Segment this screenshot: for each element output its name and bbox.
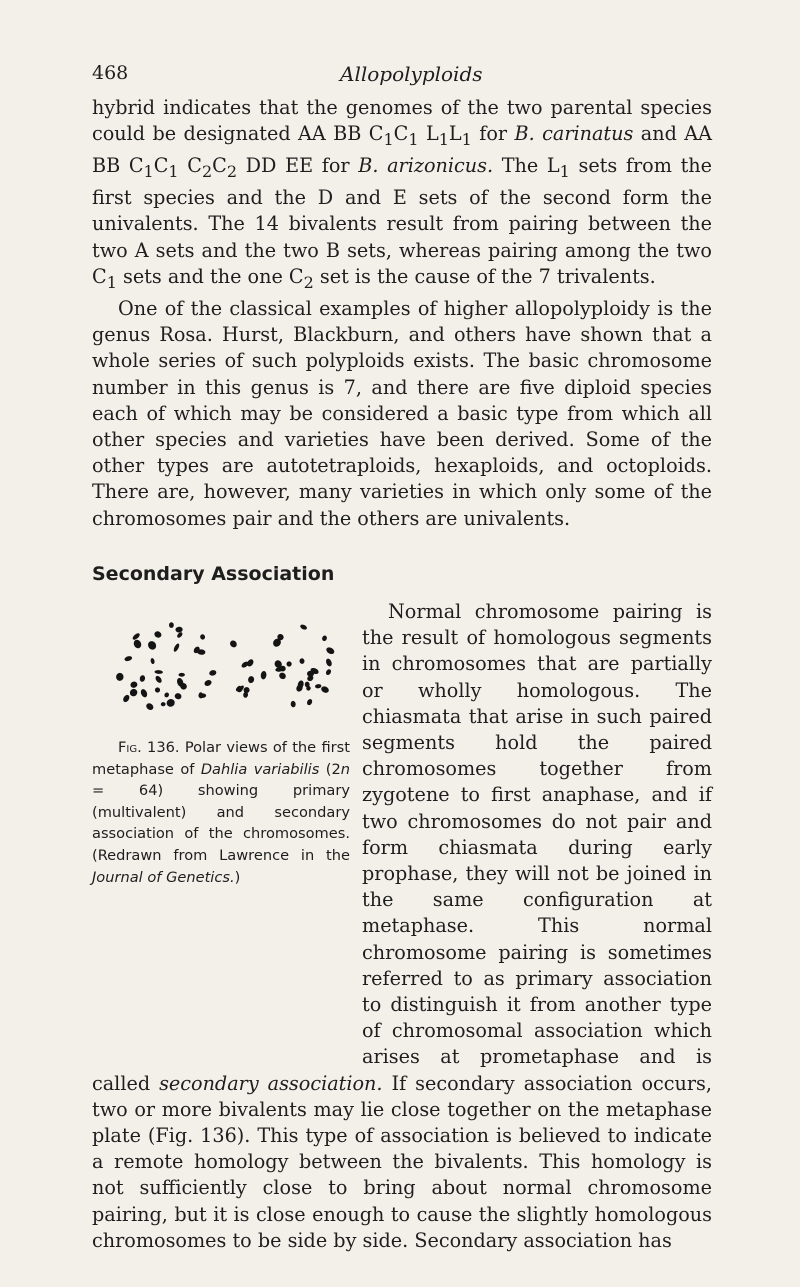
chromosome-mark xyxy=(178,673,184,677)
chromosome-mark xyxy=(247,675,255,683)
chromosome-mark xyxy=(325,646,335,655)
chromosome-mark xyxy=(154,687,161,694)
chromosome-mark xyxy=(203,679,212,687)
chromosome-mark xyxy=(153,630,162,639)
figure-136 xyxy=(92,603,354,1045)
figure-caption: Fig. 136. Polar views of the first metaphase of Dahlia variabilis (2n = 64) showing primary (multivalent) and secondary association of the chromosomes. (Redrawn from Lawrence in the Journal of Genetics.) xyxy=(92,739,350,886)
running-title: Allopolyploids xyxy=(340,62,483,86)
page-header xyxy=(92,62,712,92)
chromosome-mark xyxy=(122,694,131,703)
chromosome-mark xyxy=(165,698,176,708)
chromosome-mark xyxy=(325,668,332,676)
chromosome-mark xyxy=(124,655,133,662)
page-number: 468 xyxy=(92,62,129,84)
term-secondary-association: secondary association. xyxy=(159,1071,383,1095)
chromosome-mark xyxy=(145,702,155,712)
species-name: B. arizonicus. xyxy=(358,154,494,178)
species-name: B. carinatus xyxy=(514,122,634,146)
chromosome-mark xyxy=(200,634,206,641)
chromosome-mark xyxy=(132,638,142,649)
chromosome-mark xyxy=(209,669,217,676)
chromosome-mark xyxy=(278,671,287,680)
body-text-top xyxy=(92,95,712,532)
chromosome-mark xyxy=(139,675,146,683)
chromosome-mark xyxy=(299,658,305,664)
chromosome-mark xyxy=(299,624,307,631)
chromosome-mark xyxy=(154,670,163,674)
section-heading: Secondary Association xyxy=(92,563,335,585)
body-text-secondary-association xyxy=(92,599,712,1254)
chromosome-mark xyxy=(132,632,141,641)
chromosome-mark xyxy=(128,687,138,697)
chromosome-mark xyxy=(154,675,163,684)
chromosome-mark xyxy=(290,701,296,708)
chromosome-mark xyxy=(285,660,292,667)
paragraph-secondary-association: Fig. 136. Polar views of the first metaphase of Dahlia variabilis (2n = 64) showing primary (multivalent) and secondary association of the chromosomes. (Redrawn from Lawrence in the Journal of Genetics.) Normal chromosome pairing is the result of homologous segments in chromosomes that are partially or wholly homologous. The chiasmata that arise in such paired segments hold the paired chromosomes together from zygotene to first anaphase, and if two chromosomes do not pair and form chiasmata during early prophase, they will not be joined in the same configuration at metaphase. This normal chromosome pairing is sometimes referred to as primary association to distinguish it from another type of chromosomal association which arises at prometaphase and is called secondary association. If secondary association occurs, two or more bivalents may lie close together on the metaphase plate (Fig. 136). This type of association is believed to indicate a remote homology between the bivalents. This homology is not sufficiently close to bring about normal chromosome pairing, but it is close enough to cause the slightly homologous chromosomes to be side by side. Secondary association has xyxy=(92,600,712,1252)
polar-view-right xyxy=(229,624,336,708)
chromosome-polar-views-illustration xyxy=(100,607,346,727)
chromosome-mark xyxy=(161,702,166,707)
chromosome-mark xyxy=(146,640,157,652)
figure-label: Fig. 136. xyxy=(118,739,180,756)
paragraph-rosa: One of the classical examples of higher allopolyploidy is the genus Rosa. Hurst, Blackburn, and others have shown that a whole series of such polyploids exists. The basic chromosome number in this genus is 7, and there are five diploid species each of which may be considered a basic type from which all other species and varieties have been derived. Some of the other types are autotetraploids, hexaploids, and octoploids. There are, however, many varieties in which only some of the chromosomes pair and the others are univalents. xyxy=(92,296,712,530)
chromosome-mark xyxy=(173,643,181,653)
polar-view-left xyxy=(116,622,217,711)
chromosome-mark xyxy=(306,698,313,706)
chromosome-mark xyxy=(229,639,239,649)
chromosome-mark xyxy=(140,688,149,698)
paragraph-genome-designation: hybrid indicates that the genomes of the two parental species could be designated AA BB $C_1C_1$ $L_1L_1$ for B. carinatus and AA BB $C_1C_1$ $C_2C_2$ DD EE for B. arizonicus. The $L_1$ sets from the first species and the D and E sets of the second form the univalents. The 14 bivalents result from pairing between the two A sets and the two B sets, whereas pairing among the two $C_1$ sets and the one $C_2$ set is the cause of the 7 trivalents. xyxy=(92,96,712,292)
chromosome-mark xyxy=(315,684,322,689)
chromosome-mark xyxy=(116,673,124,681)
chromosome-mark xyxy=(320,685,330,694)
chromosome-mark xyxy=(130,681,139,689)
chromosome-mark xyxy=(169,622,174,628)
chromosome-mark xyxy=(175,626,183,632)
chromosome-mark xyxy=(260,671,267,680)
chromosome-mark xyxy=(174,692,182,700)
chromosome-mark xyxy=(164,692,170,699)
chromosome-mark xyxy=(321,635,327,642)
chromosome-mark xyxy=(150,658,155,665)
chromosome-mark xyxy=(325,658,333,668)
